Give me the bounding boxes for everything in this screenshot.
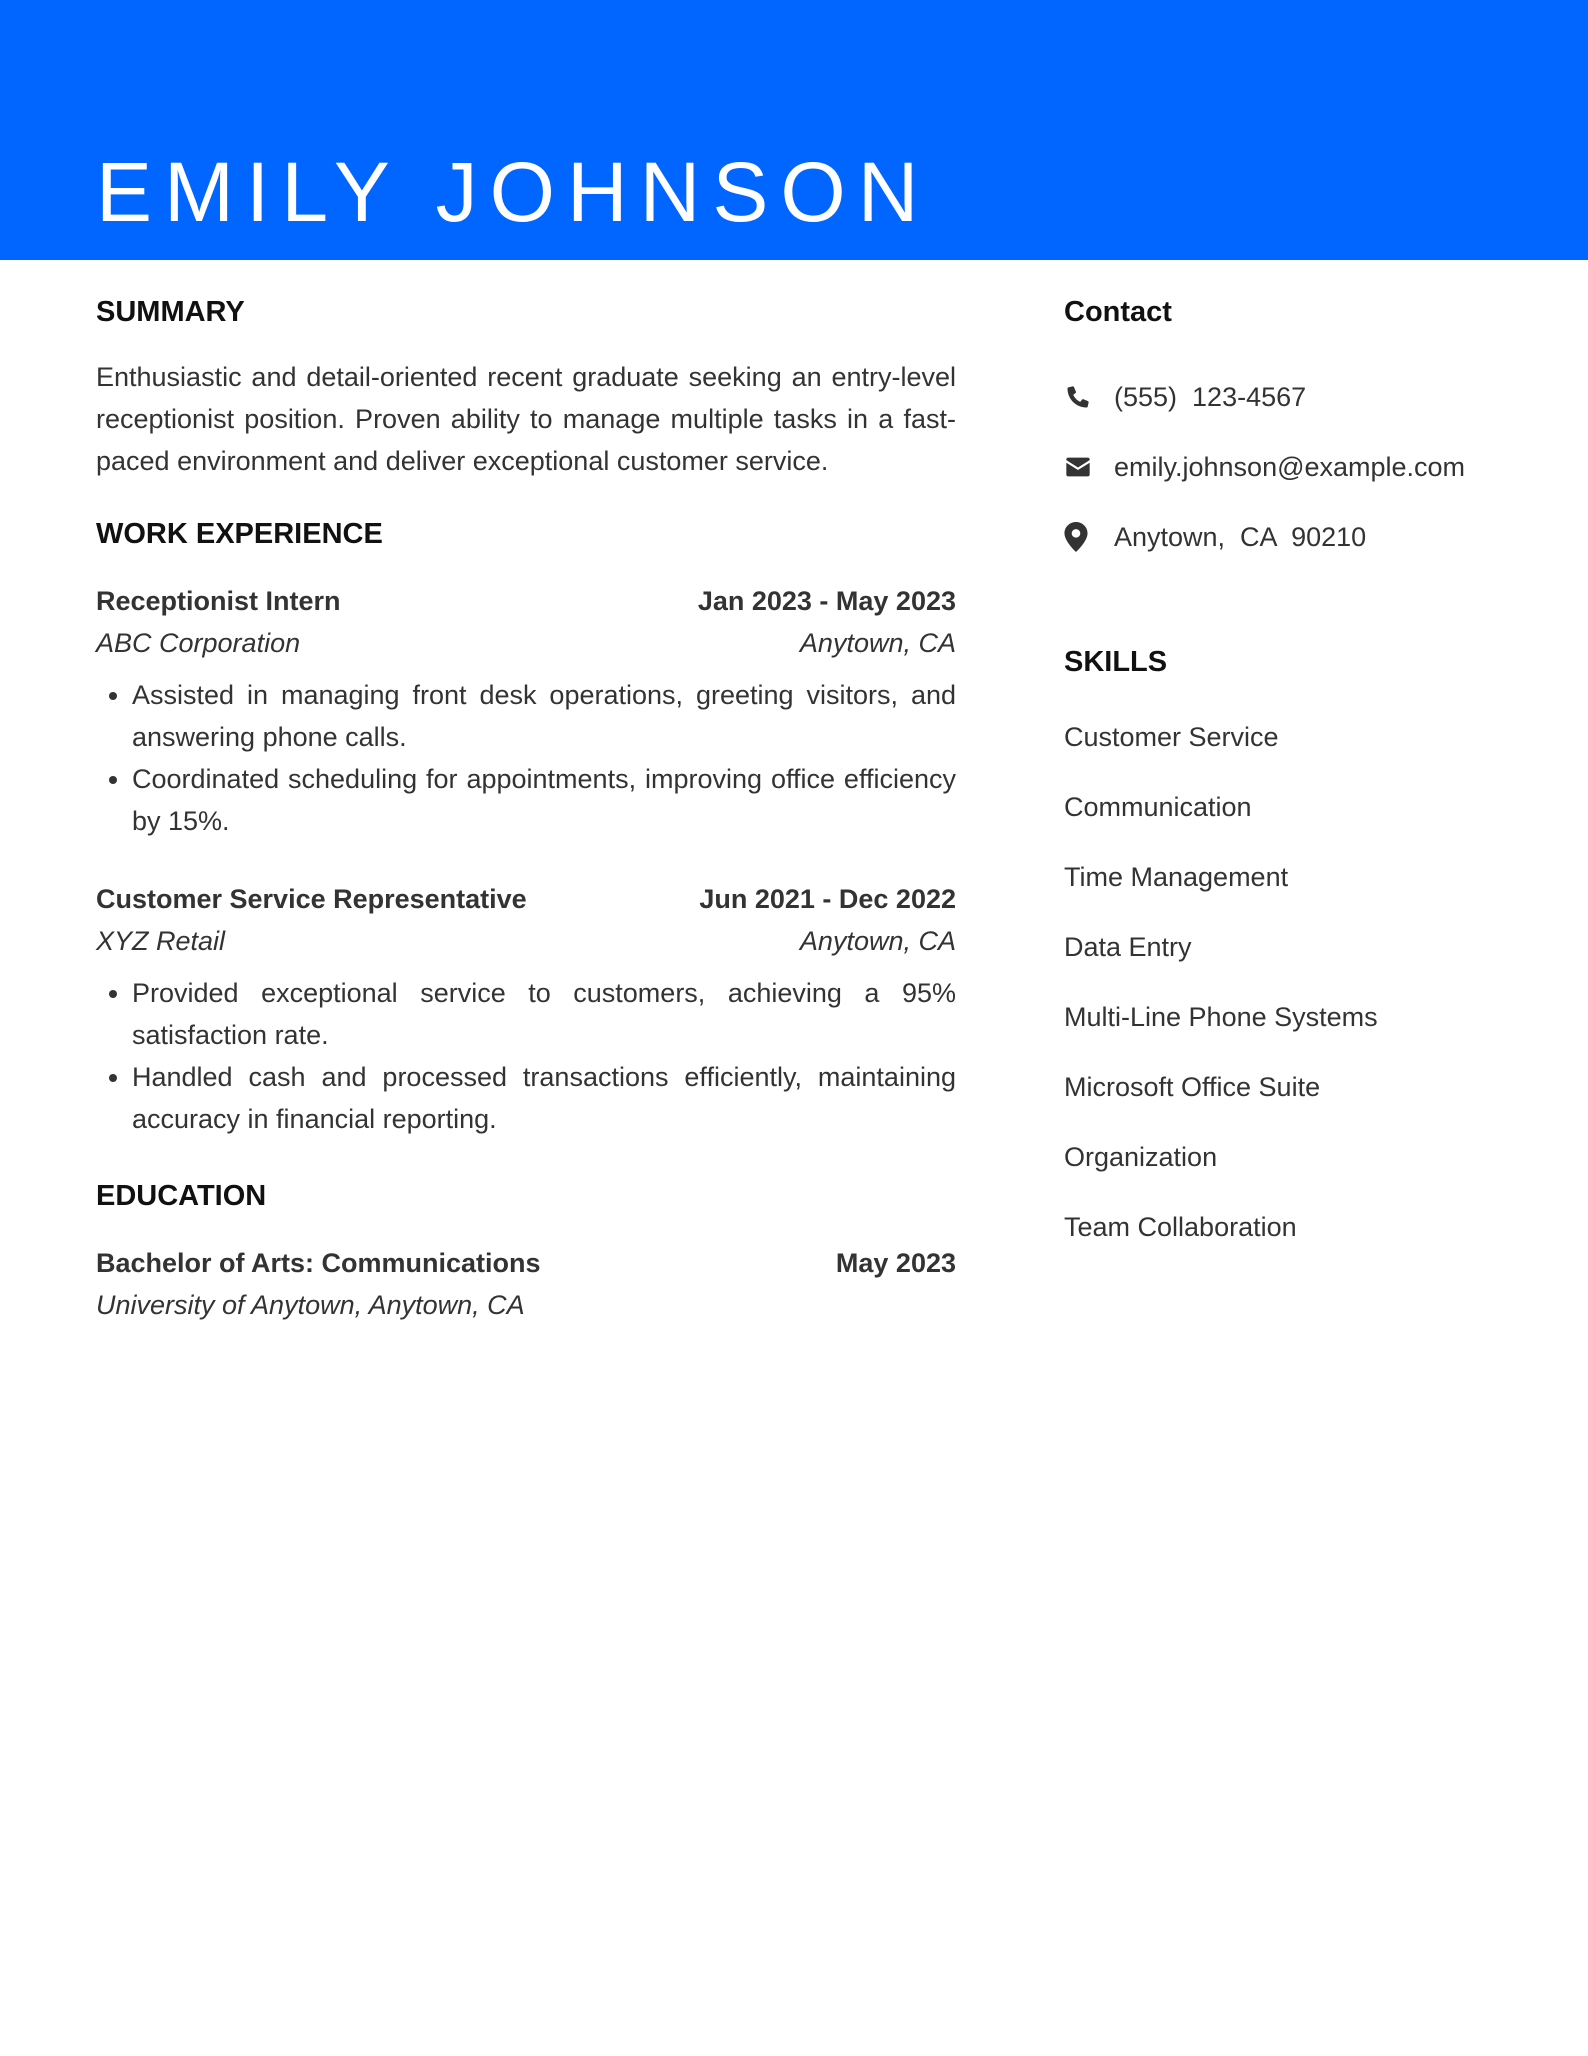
job-entry bbox=[96, 878, 956, 1140]
degree-title: Bachelor of Arts: Communications bbox=[96, 1248, 541, 1278]
contact-list bbox=[1064, 362, 1534, 572]
skill-item: Microsoft Office Suite bbox=[1064, 1072, 1321, 1102]
job-dates: Jun 2021 - Dec 2022 bbox=[699, 884, 956, 914]
job-bullets bbox=[96, 674, 956, 842]
job-bullet: • Coordinated scheduling for appointments, improving office efficiency by 15%. bbox=[132, 758, 956, 842]
contact-email bbox=[1064, 432, 1534, 502]
skill-item: Communication bbox=[1064, 792, 1252, 822]
skills-heading: SKILLS bbox=[1064, 646, 1168, 678]
summary-text: Enthusiastic and detail-oriented recent graduate seeking an entry-level receptionist position. Proven ability to manage multiple tasks in a fast-paced environment and deliver exceptional customer service. bbox=[96, 362, 956, 476]
header-banner bbox=[0, 0, 1588, 260]
summary-heading: SUMMARY bbox=[96, 296, 245, 328]
job-title: Receptionist Intern bbox=[96, 586, 341, 616]
contact-phone bbox=[1064, 362, 1534, 432]
main-column bbox=[96, 290, 956, 1326]
contact-heading: Contact bbox=[1064, 296, 1172, 328]
address: Anytown, CA 90210 bbox=[1114, 521, 1367, 552]
skills-list bbox=[1064, 702, 1534, 1262]
job-bullets bbox=[96, 972, 956, 1140]
phone-icon bbox=[1064, 381, 1096, 413]
job-company: XYZ Retail bbox=[96, 926, 226, 956]
job-company: ABC Corporation bbox=[96, 628, 301, 658]
job-bullet: • Handled cash and processed transactions efficiently, maintaining accuracy in financial reporting. bbox=[132, 1056, 956, 1140]
skill-item: Data Entry bbox=[1064, 932, 1192, 962]
phone-number: (555) 123-4567 bbox=[1114, 381, 1307, 412]
graduation-date: May 2023 bbox=[835, 1248, 956, 1278]
job-title: Customer Service Representative bbox=[96, 884, 527, 914]
skill-item: Multi-Line Phone Systems bbox=[1064, 1002, 1378, 1032]
job-entry bbox=[96, 580, 956, 842]
candidate-name: EMILY JOHNSON bbox=[96, 145, 931, 240]
contact-address bbox=[1064, 502, 1534, 572]
job-location: Anytown, CA bbox=[799, 628, 956, 658]
skill-item: Customer Service bbox=[1064, 722, 1279, 752]
job-bullet: • Assisted in managing front desk operations, greeting visitors, and answering phone calls. bbox=[132, 674, 956, 758]
skill-item: Organization bbox=[1064, 1142, 1218, 1172]
education-entry bbox=[96, 1242, 956, 1326]
email-address: emily.johnson@example.com bbox=[1114, 451, 1466, 482]
map-marker-icon bbox=[1064, 521, 1096, 553]
work-experience-heading: WORK EXPERIENCE bbox=[96, 518, 383, 550]
education-heading: EDUCATION bbox=[96, 1180, 267, 1212]
sidebar-column bbox=[1064, 290, 1534, 1262]
job-bullet: • Provided exceptional service to customers, achieving a 95% satisfaction rate. bbox=[132, 972, 956, 1056]
skill-item: Team Collaboration bbox=[1064, 1212, 1297, 1242]
job-location: Anytown, CA bbox=[799, 926, 956, 956]
school-name: University of Anytown, Anytown, CA bbox=[96, 1290, 525, 1320]
envelope-icon bbox=[1064, 451, 1096, 483]
job-dates: Jan 2023 - May 2023 bbox=[697, 586, 956, 616]
skill-item: Time Management bbox=[1064, 862, 1289, 892]
